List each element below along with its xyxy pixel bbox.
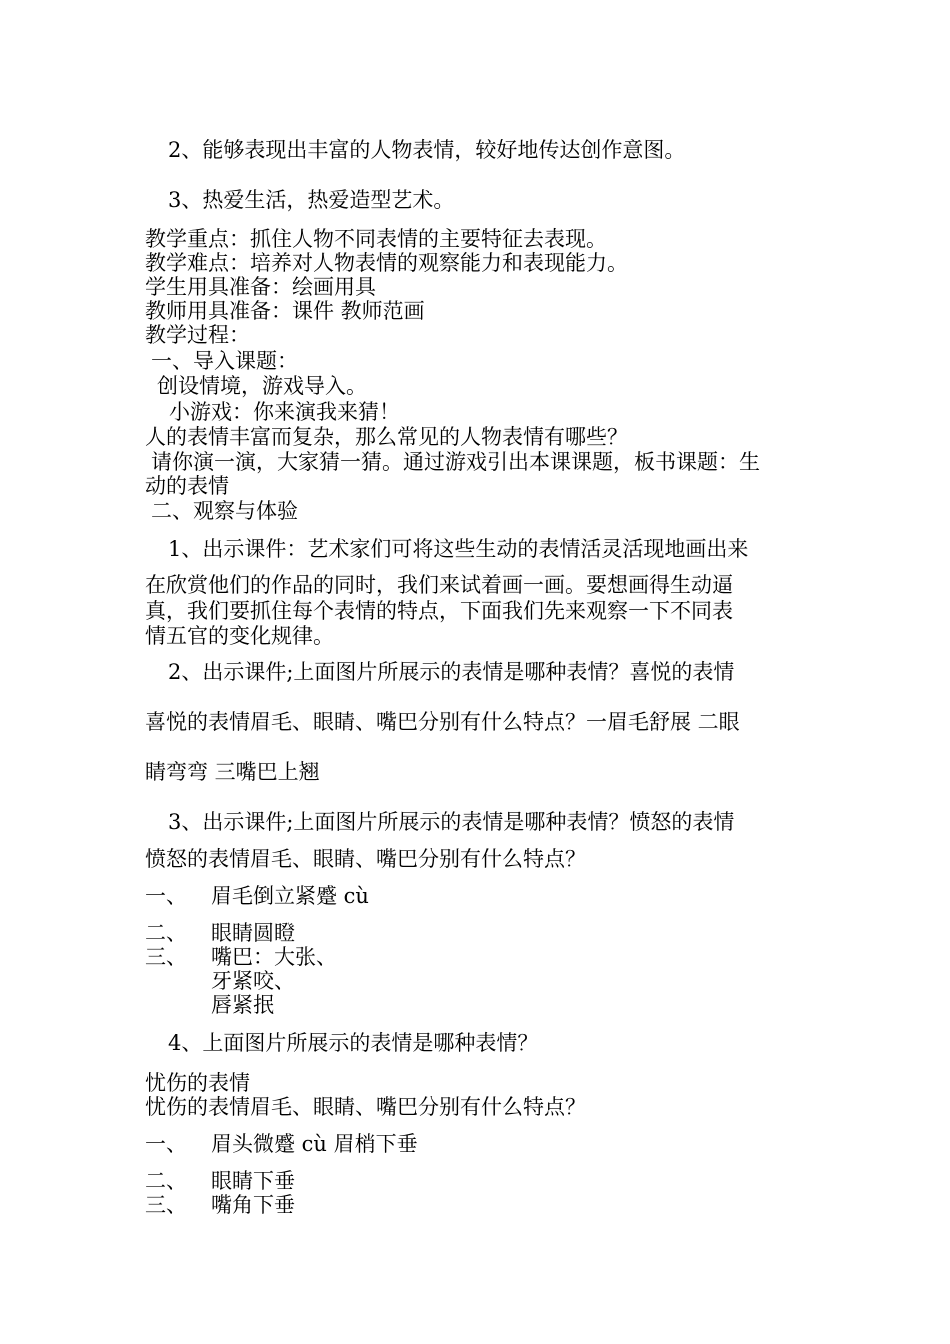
s4-line: 忧伤的表情 bbox=[145, 1071, 250, 1095]
student-tools: 学生用具准备：绘画用具 bbox=[145, 275, 376, 299]
item-number: 二、 bbox=[145, 921, 187, 945]
key-point: 教学重点：抓住人物不同表情的主要特征去表现。 bbox=[145, 227, 607, 251]
s3-continuation: 牙紧咬、 bbox=[211, 969, 295, 993]
item-text: 眉头微蹙 cù 眉梢下垂 bbox=[211, 1132, 418, 1156]
process-heading: 教学过程： bbox=[145, 323, 250, 347]
item-number: 三、 bbox=[145, 1193, 187, 1217]
item-text: 眉毛倒立紧蹙 cù bbox=[211, 884, 369, 908]
item-number: 二、 bbox=[145, 1169, 187, 1193]
s1-line: 情五官的变化规律。 bbox=[145, 624, 334, 648]
s1-line: 在欣赏他们的作品的同时，我们来试着画一画。要想画得生动逼 bbox=[145, 573, 733, 597]
s2-line: 2、出示课件;上面图片所展示的表情是哪种表情？喜悦的表情 bbox=[168, 660, 735, 684]
s3-continuation: 唇紧抿 bbox=[211, 993, 274, 1017]
teacher-tools: 教师用具准备：课件 教师范画 bbox=[145, 299, 425, 323]
s4-line: 忧伤的表情眉毛、眼睛、嘴巴分别有什么特点？ bbox=[145, 1095, 586, 1119]
s3-item bbox=[145, 884, 815, 908]
objective-2: 2、能够表现出丰富的人物表情，较好地传达创作意图。 bbox=[168, 138, 686, 162]
s4-item bbox=[145, 1132, 815, 1156]
s4-item bbox=[145, 1193, 815, 1217]
s1-line: 真，我们要抓住每个表情的特点，下面我们先来观察一下不同表 bbox=[145, 599, 733, 623]
s4-item bbox=[145, 1169, 815, 1193]
item-text: 嘴角下垂 bbox=[211, 1193, 295, 1217]
part1-line: 请你演一演，大家猜一猜。通过游戏引出本课课题，板书课题：生 bbox=[151, 450, 760, 474]
s2-line: 睛弯弯 三嘴巴上翘 bbox=[145, 760, 320, 784]
part1-line: 创设情境，游戏导入。 bbox=[157, 374, 367, 398]
s4-line: 4、上面图片所展示的表情是哪种表情？ bbox=[168, 1031, 539, 1055]
s1-line: 1、出示课件：艺术家们可将这些生动的表情活灵活现地画出来 bbox=[168, 537, 749, 561]
item-number: 一、 bbox=[145, 1132, 187, 1156]
item-text: 眼睛圆瞪 bbox=[211, 921, 295, 945]
item-number: 三、 bbox=[145, 945, 187, 969]
objective-3: 3、热爱生活，热爱造型艺术。 bbox=[168, 188, 455, 212]
part1-line: 动的表情 bbox=[145, 474, 229, 498]
difficulty: 教学难点：培养对人物表情的观察能力和表现能力。 bbox=[145, 251, 628, 275]
s3-line: 愤怒的表情眉毛、眼睛、嘴巴分别有什么特点？ bbox=[145, 847, 586, 871]
s3-line: 3、出示课件;上面图片所展示的表情是哪种表情？愤怒的表情 bbox=[168, 810, 735, 834]
part2-heading: 二、观察与体验 bbox=[151, 499, 298, 523]
part1-heading: 一、导入课题： bbox=[151, 349, 298, 373]
item-text: 嘴巴：大张、 bbox=[211, 945, 337, 969]
part1-line: 小游戏：你来演我来猜！ bbox=[169, 400, 400, 424]
s2-line: 喜悦的表情眉毛、眼睛、嘴巴分别有什么特点？一眉毛舒展 二眼 bbox=[145, 710, 740, 734]
s3-item bbox=[145, 945, 815, 969]
s3-item bbox=[145, 921, 815, 945]
item-number: 一、 bbox=[145, 884, 187, 908]
item-text: 眼睛下垂 bbox=[211, 1169, 295, 1193]
part1-line: 人的表情丰富而复杂，那么常见的人物表情有哪些？ bbox=[145, 425, 628, 449]
